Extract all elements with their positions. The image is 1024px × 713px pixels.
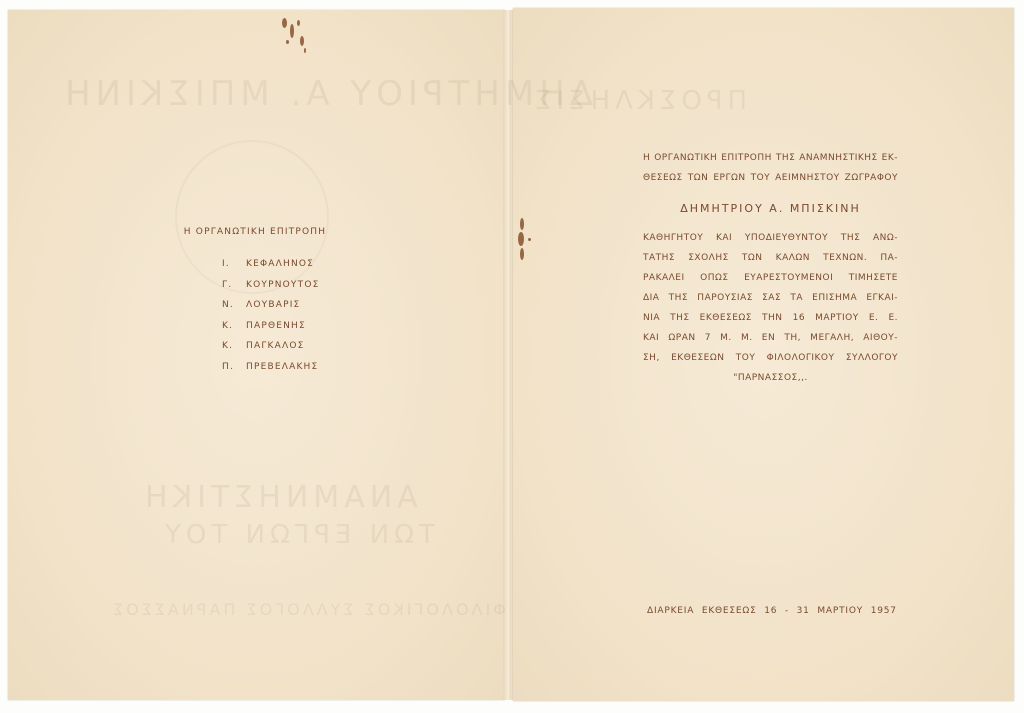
member-initial: Κ. [222,341,234,352]
body-line: ΣΗ, ΕΚΘΕΣΕΩΝ ΤΟΥ ΦΙΛΟΛΟΓΙΚΟΥ ΣΥΛΛΟΓΟΥ [643,353,898,363]
body-line: ΤΑΤΗΣ ΣΧΟΛΗΣ ΤΩΝ ΚΑΛΩΝ ΤΕΧΝΩΝ. ΠΑ- [643,253,898,263]
intro-line: ΘΕΣΕΩΣ ΤΩΝ ΕΡΓΩΝ ΤΟΥ ΑΕΙΜΝΗΣΤΟΥ ΖΩΓΡΑΦΟΥ [643,173,898,183]
member-initial: Ν. [222,300,234,311]
intro-line: Η ΟΡΓΑΝΩΤΙΚΗ ΕΠΙΤΡΟΠΗ ΤΗΣ ΑΝΑΜΝΗΣΤΙΚΗΣ ΕΚ- [643,153,898,163]
show-through-heading: ΑΝΑΜΝΗΣΤΙΚΗ [140,480,418,515]
member-surname: ΚΕΦΑΛΗΝΟΣ [246,259,315,269]
member-surname: ΚΟΥΡΝΟΥΤΟΣ [246,279,320,290]
committee-member [222,362,320,383]
committee-member [222,300,320,321]
body-line: ΝΙΑ ΤΗΣ ΕΚΘΕΣΕΩΣ ΤΗΝ 16 ΜΑΡΤΙΟΥ Ε. Ε. [643,313,898,323]
exhibition-duration: ΔΙΑΡΚΕΙΑ ΕΚΘΕΣΕΩΣ 16 - 31 ΜΑΡΤΙΟΥ 1957 [647,606,897,616]
painter-name: ΔΗΜΗΤΡΙΟΥ Α. ΜΠΙΣΚΙΝΗ [680,202,861,215]
committee-member [222,341,320,362]
committee-member [222,321,320,342]
committee-member-list [222,259,320,383]
body-line: ΚΑΘΗΓΗΤΟΥ ΚΑΙ ΥΠΟΔΙΕΥΘΥΝΤΟΥ ΤΗΣ ΑΝΩ- [643,233,898,243]
show-through-right: ΠΡΟΣΚΛΗΣΙΣ [530,86,748,116]
committee-member [222,280,320,301]
member-surname: ΠΡΕΒΕΛΑΚΗΣ [246,361,319,372]
show-through-title: ΔΗΜΗΤΡΙΟΥ Α. ΜΠΙΣΚΙΝΗ [60,74,593,114]
member-initial: Π. [222,361,235,372]
show-through-subheading: ΤΩΝ ΕΡΓΩΝ ΤΟΥ [160,520,435,550]
closing-line: "ΠΑΡΝΑΣΣΟΣ,,. [733,373,808,383]
member-initial: Κ. [222,320,234,331]
committee-heading: Η ΟΡΓΑΝΩΤΙΚΗ ΕΠΙΤΡΟΠΗ [183,227,327,237]
body-line: ΡΑΚΑΛΕΙ ΟΠΩΣ ΕΥΑΡΕΣΤΟΥΜΕΝΟΙ ΤΙΜΗΣΕΤΕ [643,273,898,283]
member-initial: Γ. [222,279,233,290]
member-initial: Ι. [222,259,230,269]
body-line: ΔΙΑ ΤΗΣ ΠΑΡΟΥΣΙΑΣ ΣΑΣ ΤΑ ΕΠΙΣΗΜΑ ΕΓΚΑΙ- [643,293,898,303]
member-surname: ΛΟΥΒΑΡΙΣ [246,300,301,311]
body-line: ΚΑΙ ΩΡΑΝ 7 Μ. Μ. ΕΝ ΤΗ, ΜΕΓΑΛΗ, ΑΙΘΟΥ- [643,333,898,343]
invitation-text [643,148,898,388]
committee-member [222,259,320,280]
show-through-footer: ΦΙΛΟΛΟΓΙΚΟΣ ΣΥΛΛΟΓΟΣ ΠΑΡΝΑΣΣΟΣ [110,600,506,619]
member-surname: ΠΑΡΘΕΝΗΣ [246,320,306,331]
member-surname: ΠΑΓΚΑΛΟΣ [246,341,305,352]
